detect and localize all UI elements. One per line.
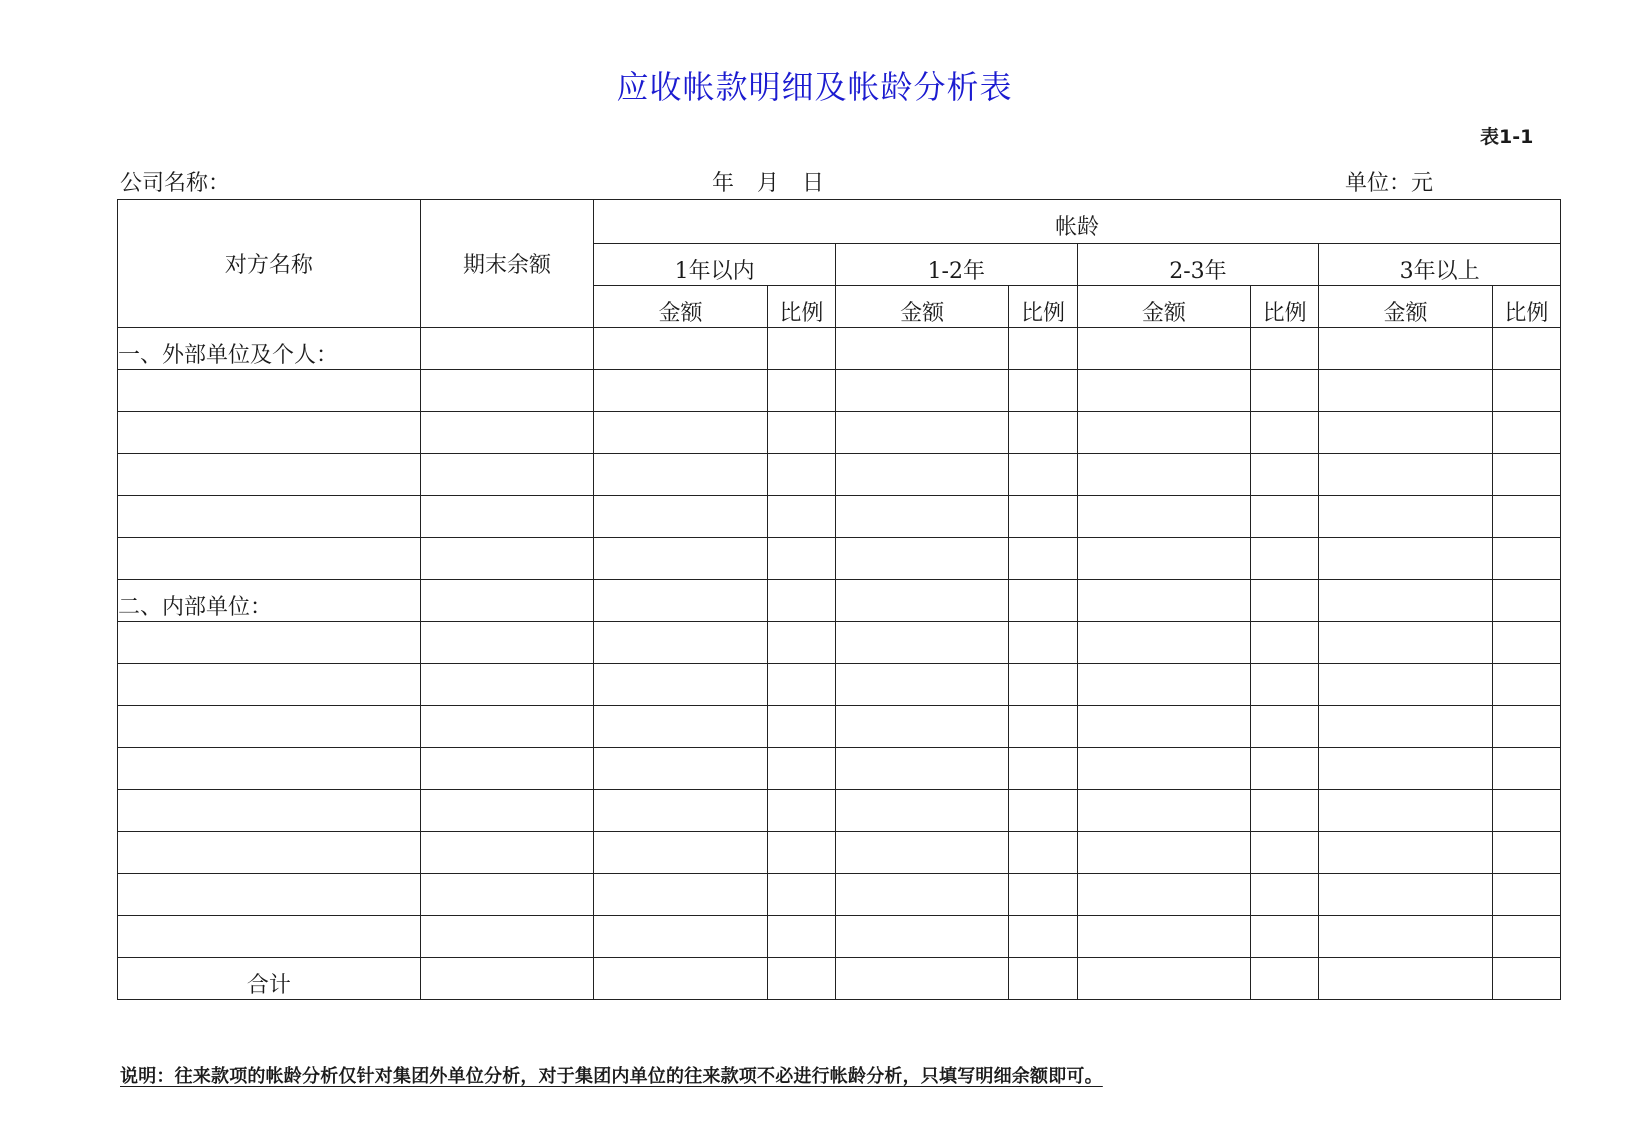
table-cell[interactable] xyxy=(1009,664,1077,706)
table-cell[interactable] xyxy=(118,412,421,454)
table-cell[interactable] xyxy=(1319,916,1492,958)
table-cell[interactable] xyxy=(1492,874,1560,916)
table-row xyxy=(118,832,1561,874)
table-cell[interactable] xyxy=(835,958,1008,1000)
table-cell[interactable] xyxy=(1009,412,1077,454)
table-row xyxy=(118,538,1561,580)
table-row xyxy=(118,370,1561,412)
header-ratio: 比例 xyxy=(1009,286,1077,328)
header-period-1-2-years: 1-2年 xyxy=(835,244,1077,286)
total-row xyxy=(118,958,1561,1000)
table-cell[interactable] xyxy=(1009,328,1077,370)
table-cell[interactable] xyxy=(1492,496,1560,538)
table-cell[interactable] xyxy=(1319,958,1492,1000)
page-title: 应收帐款明细及帐龄分析表 xyxy=(616,68,1013,106)
table-cell[interactable] xyxy=(835,916,1008,958)
table-cell[interactable] xyxy=(594,790,767,832)
table-cell[interactable] xyxy=(1319,454,1492,496)
table-cell[interactable] xyxy=(118,538,421,580)
table-row xyxy=(118,496,1561,538)
table-cell[interactable] xyxy=(1319,748,1492,790)
table-cell[interactable] xyxy=(1009,370,1077,412)
table-cell[interactable] xyxy=(1319,496,1492,538)
table-cell[interactable] xyxy=(1319,328,1492,370)
table-cell[interactable] xyxy=(767,538,835,580)
header-ratio: 比例 xyxy=(1251,286,1319,328)
table-cell[interactable] xyxy=(1251,454,1319,496)
table-cell[interactable] xyxy=(1077,454,1250,496)
table-cell[interactable] xyxy=(1251,370,1319,412)
table-cell[interactable] xyxy=(1009,790,1077,832)
table-cell[interactable] xyxy=(1492,664,1560,706)
header-period-over-3-years: 3年以上 xyxy=(1319,244,1561,286)
table-cell[interactable] xyxy=(835,454,1008,496)
table-cell[interactable] xyxy=(1009,622,1077,664)
header-period-within-1-year: 1年以内 xyxy=(594,244,836,286)
table-cell[interactable] xyxy=(835,496,1008,538)
table-cell[interactable] xyxy=(420,370,593,412)
table-cell[interactable] xyxy=(1251,328,1319,370)
table-cell[interactable] xyxy=(594,748,767,790)
table-cell[interactable] xyxy=(1251,622,1319,664)
total-label: 合计 xyxy=(118,958,421,1000)
table-cell[interactable] xyxy=(1009,874,1077,916)
table-cell[interactable] xyxy=(420,790,593,832)
table-cell[interactable] xyxy=(767,370,835,412)
table-cell[interactable] xyxy=(767,706,835,748)
table-cell[interactable] xyxy=(1319,622,1492,664)
table-cell[interactable] xyxy=(594,370,767,412)
unit-label: 单位：元 xyxy=(1345,171,1434,196)
table-cell[interactable] xyxy=(1319,580,1492,622)
table-cell[interactable] xyxy=(420,496,593,538)
table-cell[interactable] xyxy=(835,748,1008,790)
table-cell[interactable] xyxy=(1077,496,1250,538)
section-row-internal xyxy=(118,580,1561,622)
table-cell[interactable] xyxy=(594,496,767,538)
table-cell[interactable] xyxy=(118,496,421,538)
table-number: 表1-1 xyxy=(1480,126,1534,148)
header-amount: 金额 xyxy=(1319,286,1492,328)
table-cell[interactable] xyxy=(1492,538,1560,580)
table-cell[interactable] xyxy=(1077,580,1250,622)
table-cell[interactable] xyxy=(767,916,835,958)
date-label: 年 月 日 xyxy=(712,171,824,196)
section-row-external xyxy=(118,328,1561,370)
table-cell[interactable] xyxy=(835,874,1008,916)
table-cell[interactable] xyxy=(1319,832,1492,874)
aging-analysis-table xyxy=(117,199,1561,1000)
table-cell[interactable] xyxy=(1009,454,1077,496)
table-cell[interactable] xyxy=(835,622,1008,664)
table-cell[interactable] xyxy=(1251,496,1319,538)
table-cell[interactable] xyxy=(835,538,1008,580)
table-cell[interactable] xyxy=(1492,790,1560,832)
table-cell[interactable] xyxy=(835,790,1008,832)
table-cell[interactable] xyxy=(420,328,593,370)
table-cell[interactable] xyxy=(1492,454,1560,496)
table-cell[interactable] xyxy=(594,832,767,874)
table-cell[interactable] xyxy=(1319,874,1492,916)
table-cell[interactable] xyxy=(1251,832,1319,874)
table-cell[interactable] xyxy=(767,832,835,874)
table-cell[interactable] xyxy=(767,790,835,832)
table-cell[interactable] xyxy=(835,580,1008,622)
table-row xyxy=(118,412,1561,454)
table-cell[interactable] xyxy=(835,370,1008,412)
footnote: 说明：往来款项的帐龄分析仅针对集团外单位分析，对于集团内单位的往来款项不必进行帐龄分析，只填写明细余额即可。 xyxy=(120,1066,1103,1087)
table-cell[interactable] xyxy=(1077,622,1250,664)
table-cell[interactable] xyxy=(1492,706,1560,748)
table-cell[interactable] xyxy=(1492,328,1560,370)
table-cell[interactable] xyxy=(594,580,767,622)
table-cell[interactable] xyxy=(835,328,1008,370)
table-cell[interactable] xyxy=(594,706,767,748)
header-ratio: 比例 xyxy=(1492,286,1560,328)
table-cell[interactable] xyxy=(420,874,593,916)
table-row xyxy=(118,748,1561,790)
table-cell[interactable] xyxy=(1492,748,1560,790)
table-cell[interactable] xyxy=(767,748,835,790)
table-cell[interactable] xyxy=(1077,748,1250,790)
table-cell[interactable] xyxy=(420,454,593,496)
table-cell[interactable] xyxy=(1319,538,1492,580)
table-cell[interactable] xyxy=(1077,916,1250,958)
table-cell[interactable] xyxy=(1077,832,1250,874)
table-cell[interactable] xyxy=(1319,370,1492,412)
table-cell[interactable] xyxy=(1077,874,1250,916)
table-cell[interactable] xyxy=(1009,958,1077,1000)
table-cell[interactable] xyxy=(594,874,767,916)
table-cell[interactable] xyxy=(594,412,767,454)
table-cell[interactable] xyxy=(1319,706,1492,748)
table-cell[interactable] xyxy=(1077,958,1250,1000)
table-cell[interactable] xyxy=(1319,790,1492,832)
table-row xyxy=(118,874,1561,916)
table-cell[interactable] xyxy=(1492,370,1560,412)
table-cell[interactable] xyxy=(1492,958,1560,1000)
table-cell[interactable] xyxy=(420,832,593,874)
table-cell[interactable] xyxy=(835,832,1008,874)
table-cell[interactable] xyxy=(420,580,593,622)
table-cell[interactable] xyxy=(1251,958,1319,1000)
table-cell[interactable] xyxy=(594,622,767,664)
table-cell[interactable] xyxy=(420,622,593,664)
table-row xyxy=(118,790,1561,832)
table-cell[interactable] xyxy=(594,916,767,958)
table-cell[interactable] xyxy=(1251,748,1319,790)
table-cell[interactable] xyxy=(1009,538,1077,580)
table-cell[interactable] xyxy=(594,664,767,706)
header-counterparty: 对方名称 xyxy=(118,200,421,328)
table-cell[interactable] xyxy=(1319,664,1492,706)
table-cell[interactable] xyxy=(1077,706,1250,748)
table-cell[interactable] xyxy=(767,496,835,538)
table-cell[interactable] xyxy=(594,328,767,370)
table-cell[interactable] xyxy=(767,328,835,370)
table-cell[interactable] xyxy=(1319,412,1492,454)
section-external-label: 一、外部单位及个人： xyxy=(118,328,421,370)
table-cell[interactable] xyxy=(1492,916,1560,958)
table-row xyxy=(118,664,1561,706)
table-cell[interactable] xyxy=(420,706,593,748)
table-cell[interactable] xyxy=(767,958,835,1000)
table-cell[interactable] xyxy=(835,412,1008,454)
header-amount: 金额 xyxy=(835,286,1008,328)
table-cell[interactable] xyxy=(1077,328,1250,370)
table-cell[interactable] xyxy=(118,454,421,496)
table-cell[interactable] xyxy=(1009,748,1077,790)
table-cell[interactable] xyxy=(118,916,421,958)
table-cell[interactable] xyxy=(1251,790,1319,832)
table-cell[interactable] xyxy=(767,874,835,916)
table-cell[interactable] xyxy=(1251,706,1319,748)
table-cell[interactable] xyxy=(118,790,421,832)
table-cell[interactable] xyxy=(1077,370,1250,412)
table-cell[interactable] xyxy=(594,538,767,580)
header-amount: 金额 xyxy=(594,286,767,328)
table-cell[interactable] xyxy=(118,874,421,916)
table-cell[interactable] xyxy=(767,454,835,496)
table-cell[interactable] xyxy=(420,958,593,1000)
header-amount: 金额 xyxy=(1077,286,1250,328)
table-cell[interactable] xyxy=(835,664,1008,706)
table-cell[interactable] xyxy=(1077,664,1250,706)
table-cell[interactable] xyxy=(118,622,421,664)
table-row xyxy=(118,622,1561,664)
table-row xyxy=(118,454,1561,496)
table-cell[interactable] xyxy=(1492,580,1560,622)
table-cell[interactable] xyxy=(1077,538,1250,580)
table-cell[interactable] xyxy=(767,664,835,706)
table-cell[interactable] xyxy=(594,958,767,1000)
company-name-label: 公司名称： xyxy=(120,171,231,196)
table-cell[interactable] xyxy=(835,706,1008,748)
header-ratio: 比例 xyxy=(767,286,835,328)
table-cell[interactable] xyxy=(420,748,593,790)
table-row xyxy=(118,706,1561,748)
table-cell[interactable] xyxy=(1009,706,1077,748)
table-cell[interactable] xyxy=(767,580,835,622)
table-cell[interactable] xyxy=(1009,916,1077,958)
table-cell[interactable] xyxy=(1009,580,1077,622)
table-cell[interactable] xyxy=(1492,832,1560,874)
table-cell[interactable] xyxy=(420,664,593,706)
header-ending-balance: 期末余额 xyxy=(420,200,593,328)
table-cell[interactable] xyxy=(118,832,421,874)
table-cell[interactable] xyxy=(420,538,593,580)
table-cell[interactable] xyxy=(1492,622,1560,664)
table-cell[interactable] xyxy=(767,622,835,664)
section-internal-label: 二、内部单位： xyxy=(118,580,421,622)
table-cell[interactable] xyxy=(1009,496,1077,538)
table-cell[interactable] xyxy=(1077,412,1250,454)
table-cell[interactable] xyxy=(118,664,421,706)
table-cell[interactable] xyxy=(420,412,593,454)
table-cell[interactable] xyxy=(1251,916,1319,958)
table-cell[interactable] xyxy=(594,454,767,496)
header-aging: 帐龄 xyxy=(594,200,1561,244)
header-row-1 xyxy=(118,200,1561,244)
table-cell[interactable] xyxy=(118,706,421,748)
table-cell[interactable] xyxy=(118,748,421,790)
table-row xyxy=(118,916,1561,958)
header-period-2-3-years: 2-3年 xyxy=(1077,244,1319,286)
table-cell[interactable] xyxy=(420,916,593,958)
table-cell[interactable] xyxy=(1077,790,1250,832)
table-cell[interactable] xyxy=(1251,664,1319,706)
table-cell[interactable] xyxy=(767,412,835,454)
table-cell[interactable] xyxy=(1492,412,1560,454)
table-cell[interactable] xyxy=(1251,412,1319,454)
table-cell[interactable] xyxy=(1251,874,1319,916)
table-cell[interactable] xyxy=(1251,580,1319,622)
table-cell[interactable] xyxy=(118,370,421,412)
table-cell[interactable] xyxy=(1009,832,1077,874)
table-cell[interactable] xyxy=(1251,538,1319,580)
